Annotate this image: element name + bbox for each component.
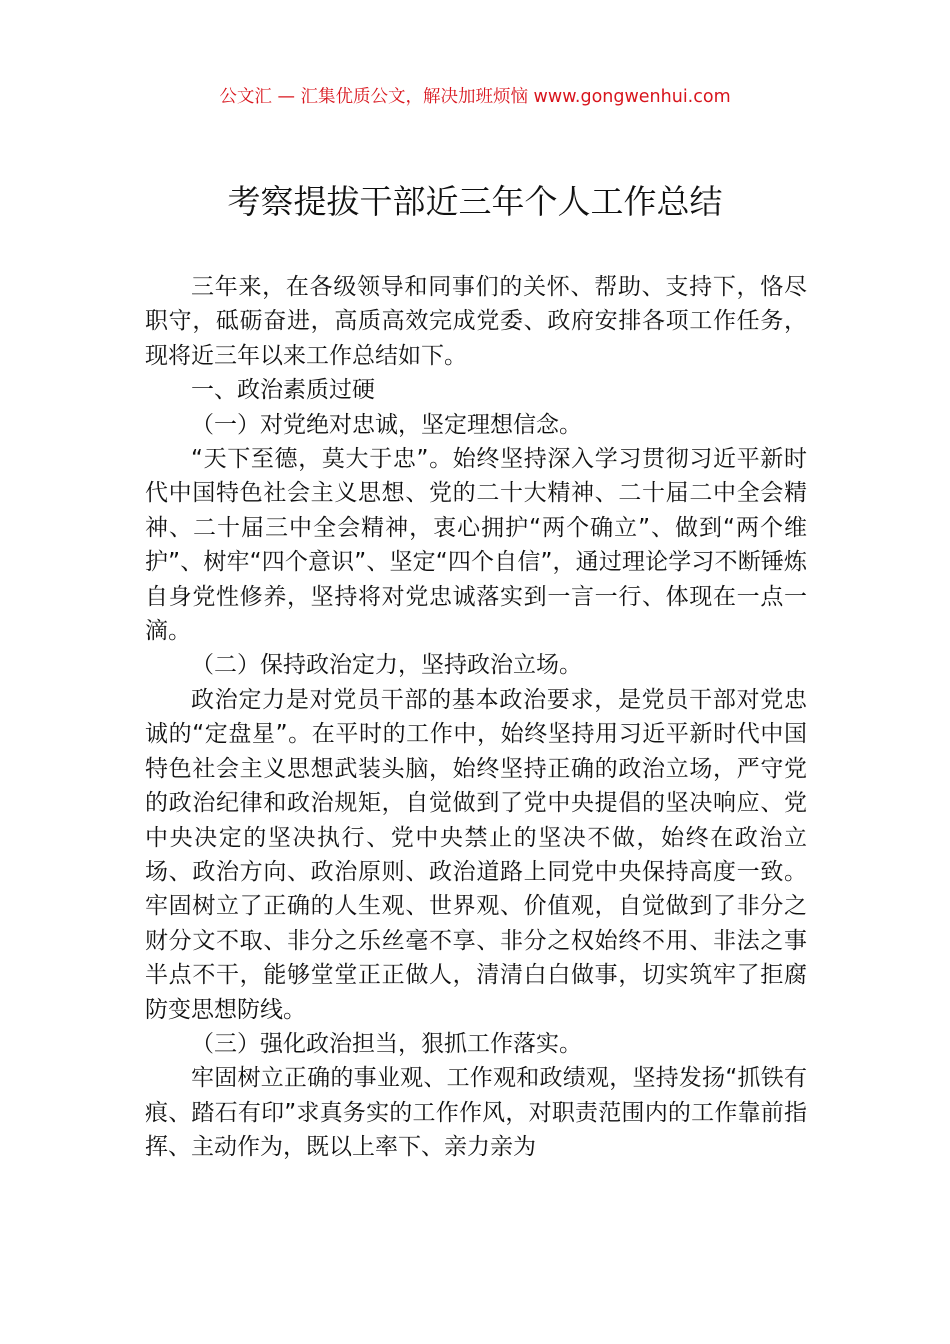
paragraph-intro: 三年来，在各级领导和同事们的关怀、帮助、支持下，恪尽职守，砥砺奋进，高质高效完成党委、政府安排各项工作任务，现将近三年以来工作总结如下。 <box>145 274 807 369</box>
section-heading-political-quality: 一、政治素质过硬 <box>191 377 375 404</box>
subsection-heading-loyalty: （一）对党绝对忠诚，坚定理想信念。 <box>191 411 582 438</box>
header-banner: 公文汇 — 汇集优质公文，解决加班烦恼 www.gongwenhui.com <box>219 87 731 107</box>
paragraph-loyalty: “天下至德，莫大于忠”。始终坚持深入学习贯彻习近平新时代中国特色社会主义思想、党的二十大精神、二十届二中全会精神、二十届三中全会精神，衷心拥护“两个确立”、做到“两个维护”、树牢“四个意识”、坚定“四个自信”，通过理论学习不断锤炼自身党性修养，坚持将对党忠诚落实到一言一行、体现在一点一滴。 <box>145 446 807 645</box>
document-title: 考察提拔干部近三年个人工作总结 <box>227 182 723 221</box>
document-body <box>145 270 807 1165</box>
paragraph-responsibility: 牢固树立正确的事业观、工作观和政绩观，坚持发扬“抓铁有痕、踏石有印”求真务实的工作作风，对职责范围内的工作靠前指挥、主动作为，既以上率下、亲力亲为 <box>145 1065 807 1161</box>
paragraph-political-stance: 政治定力是对党员干部的基本政治要求，是党员干部对党忠诚的“定盘星”。在平时的工作中，始终坚持用习近平新时代中国特色社会主义思想武装头脑，始终坚持正确的政治立场，严守党的政治纪律和政治规矩，自觉做到了党中央提倡的坚决响应、党中央决定的坚决执行、党中央禁止的坚决不做，始终在政治立场、政治方向、政治原则、政治道路上同党中央保持高度一致。牢固树立了正确的人生观、世界观、价值观，自觉做到了非分之财分文不取、非分之乐丝毫不享、非分之权始终不用、非法之事半点不干，能够堂堂正正做人，清清白白做事，切实筑牢了拒腐防变思想防线。 <box>145 686 807 1023</box>
subsection-heading-political-stance: （二）保持政治定力，坚持政治立场。 <box>191 652 582 679</box>
subsection-heading-responsibility: （三）强化政治担当，狠抓工作落实。 <box>191 1030 582 1057</box>
